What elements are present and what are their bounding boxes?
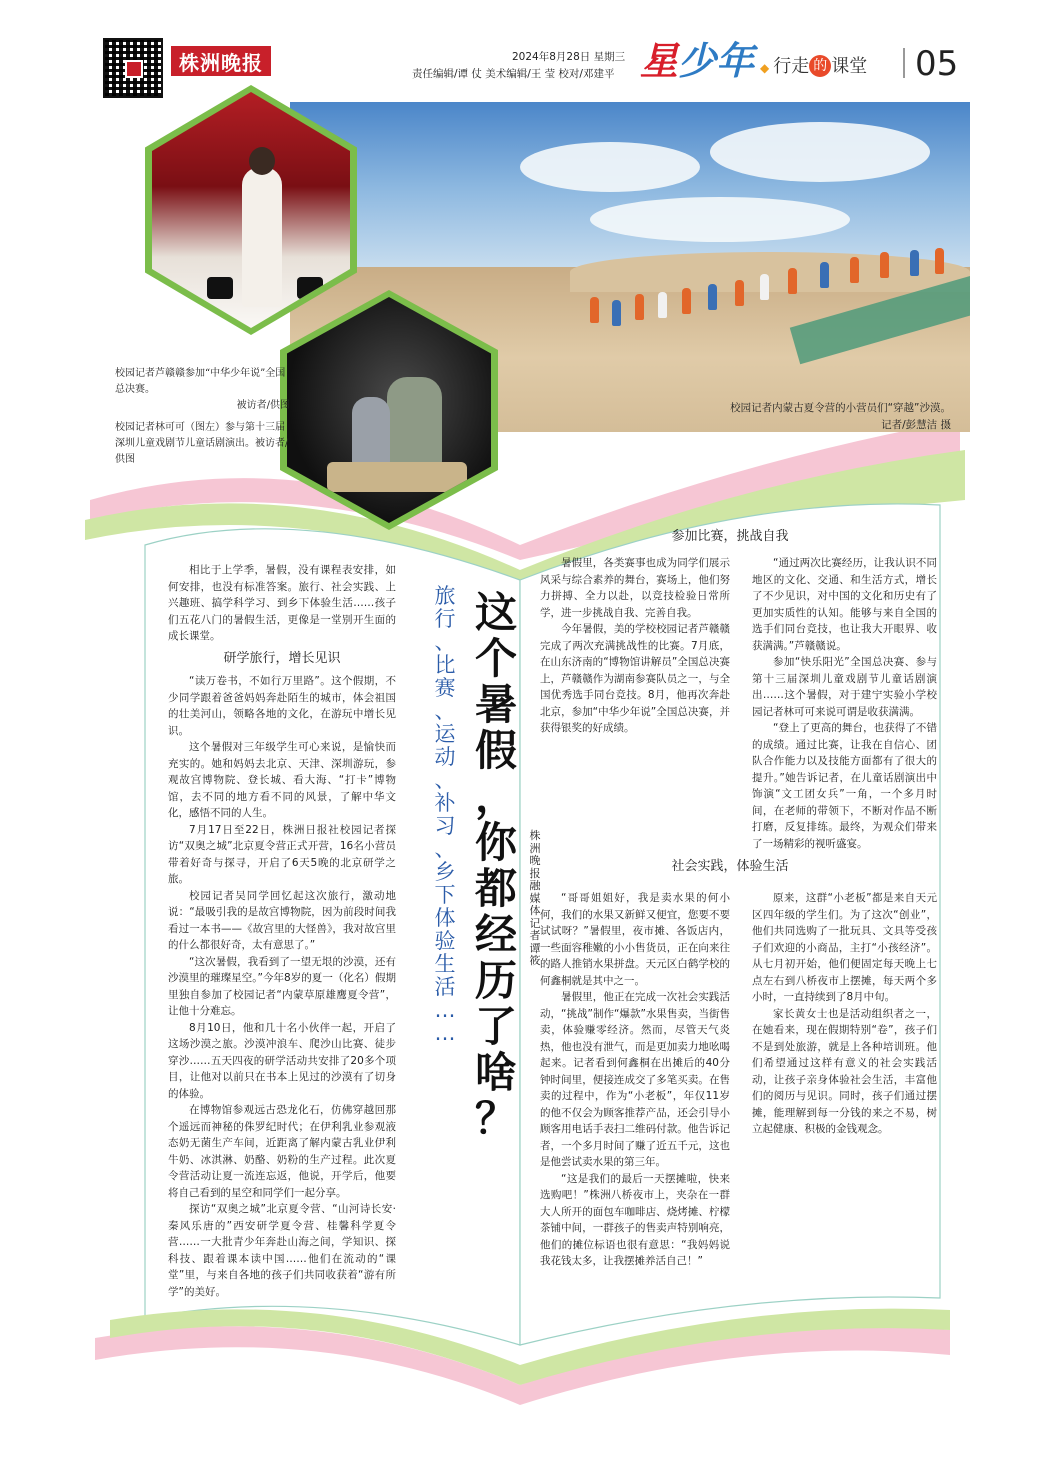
headline-char: 个 [474, 634, 517, 683]
photo-cloud [590, 197, 850, 242]
paragraph: 8月10日，他和几十名小伙伴一起，开启了这场沙漠之旅。沙漠冲浪车、爬沙山比赛、徒步穿沙……五天四夜的研学活动共安排了20多个项目，让他对以前只在书本上见过的沙漠有了切身的体验。 [168, 1021, 396, 1100]
paragraph: 家长黄女士也是活动组织者之一，在她看来，现在假期特别“卷”，孩子们不是到处旅游，就是上各种培训班。他们希望通过这样有意义的社会实践活动，让孩子亲身体验社会生活，丰富他们的阅历与见识。同时，孩子们通过摆摊，能理解到每一分钱的来之不易，树立起健康、积极的金钱观念。 [752, 1007, 937, 1135]
byline-char: 媒 [529, 891, 541, 905]
byline-char: 报 [529, 866, 541, 880]
byline-char: 株 [529, 829, 541, 842]
subtitle-char: 补 [434, 791, 456, 815]
speaker-head [249, 147, 275, 175]
speaker-figure [242, 167, 282, 307]
qr-center-mark [125, 60, 143, 78]
byline-char: 融 [529, 879, 541, 892]
section-title-a: 行走 [773, 56, 810, 77]
subtitle-char: 乡 [434, 860, 456, 884]
byline-char: 者 [529, 929, 541, 942]
paragraph: 这个暑假对三年级学生可心来说，是愉快而充实的。她和妈妈去北京、天津、深圳游玩，参观故宫博物院、登长城、看大海、“打卡”博物馆，去不同的地方看不同的风景，了解中华文化，感悟不同的人生。 [168, 741, 396, 819]
caption-hex1 [115, 366, 290, 414]
section-title [760, 52, 867, 78]
photo-child [820, 262, 829, 288]
diamond-icon: ◆ [760, 61, 770, 75]
paragraph: “读万卷书，不如行万里路”。这个假期，不少同学跟着爸爸妈妈奔赴陌生的城市，体会祖国的壮美河山，领略各地的文化，在游玩中增长见识。 [168, 675, 396, 737]
byline-char: 洲 [529, 841, 541, 855]
paragraph: 7月17日至22日，株洲日报社校园记者探访“双奥之城”北京夏令营正式开营，16名小营员带着好奇与探寻，开启了6天5晚的北京研学之旅。 [168, 823, 396, 885]
paragraph: “哥哥姐姐好，我是卖水果的何小何，我们的水果又新鲜又便宜，您要不要试试呀？”暑假里，夜市摊、各饭店内，一些面容稚嫩的小小售货员，正在向来往的路人推销水果拼盘。天元区白鹤学校的何鑫桐就是其中之一。 [540, 892, 730, 987]
subtitle [430, 585, 460, 1045]
section-heading: 社会实践，体验生活 [671, 859, 789, 874]
caption-hex1-text: 校园记者芦赣赣参加“中华少年说”全国总决赛。 [115, 368, 286, 395]
paragraph: “这次暑假，我看到了一望无垠的沙漠，还有沙漠里的璀璨星空。”今年8岁的夏一（化名）假期里独自参加了校园记者“内蒙草原雄鹰夏令营”，让他十分难忘。 [168, 955, 396, 1017]
byline-char: 记 [529, 916, 541, 930]
headline [466, 590, 526, 1142]
photo-child [590, 297, 599, 323]
photo-child [658, 292, 667, 318]
article-right-top-col1 [540, 555, 730, 737]
section-title-b: 的 [809, 55, 831, 77]
photo-child [735, 280, 744, 306]
article-right-bottom-col1 [540, 890, 730, 1270]
brand-part-1: 星 [640, 39, 679, 83]
subtitle-char: 旅 [434, 584, 456, 608]
photo-child [635, 294, 644, 320]
hexagon-photo-drama-image [287, 297, 491, 523]
photo-child [910, 250, 919, 276]
subtitle-char: 比 [434, 653, 456, 677]
caption-main-credit: 记者/彭慧洁 摄 [881, 419, 951, 431]
paragraph: 探访“双奥之城”北京夏令营、“山河诗长安·秦风乐唐的”西安研学夏令营、桂馨科学夏令营……一大批青少年奔赴山海之间，学知识、探科技、跟着课本读中国……他们在流动的“课堂”里，与来自各地的孩子们共同收获着“游有所学”的美好。 [168, 1203, 396, 1298]
paragraph: “这是我们的最后一天摆摊啦，快来选购吧！”株洲八桥夜市上，夹杂在一群大人所开的面包车咖啡店、烧烤摊、柠檬茶铺中间，一群孩子的售卖声特别响亮，他们的摊位标语也很有意思：“我妈妈说我花钱太多，让我摆摊养活自己！” [540, 1172, 730, 1267]
article-left-column [168, 562, 396, 1300]
article-right-top-col2 [752, 555, 937, 852]
qr-code[interactable] [103, 38, 163, 98]
stage-hay [327, 462, 467, 492]
paragraph: 参加“快乐阳光”全国总决赛、参与第十三届深圳儿童戏剧节儿童话剧演出……这个暑假，对于建宁实验小学校园记者林可可来说可谓是收获满满。 [752, 656, 937, 718]
photo-cloud [520, 142, 700, 192]
subtitle-char: 习 [434, 814, 456, 838]
subtitle-char: 动 [434, 745, 456, 769]
newspaper-logo: 株洲晚报 [171, 46, 271, 76]
headline-char: 你 [474, 818, 517, 867]
subtitle-char: 活 [434, 975, 456, 999]
subtitle-char: 体 [434, 906, 456, 930]
headline-char: 暑 [474, 680, 517, 729]
section-title-c: 课堂 [831, 56, 868, 77]
headline-char: 经 [474, 910, 517, 959]
actor-soldier [387, 377, 442, 467]
headline-char: ， [474, 772, 517, 821]
article-right-bottom-col2 [752, 890, 937, 1138]
headline-char: 了 [474, 1002, 517, 1051]
subtitle-char: 行 [434, 607, 456, 631]
byline-char: 体 [529, 904, 541, 917]
photo-child [880, 252, 889, 278]
subtitle-char: 、 [434, 837, 456, 861]
caption-main [730, 400, 951, 434]
subtitle-char: … [434, 1021, 456, 1045]
subtitle-char: 下 [434, 883, 456, 907]
byline-char: 晚 [529, 854, 541, 867]
headline-char: 假 [474, 726, 517, 775]
stage-light [207, 277, 233, 299]
headline-char: 啥 [474, 1048, 517, 1097]
issue-date: 2024年8月28日 星期三 [512, 51, 626, 63]
subtitle-char: 赛 [434, 676, 456, 700]
headline-char: 历 [474, 956, 517, 1005]
section-heading: 参加比赛，挑战自我 [671, 529, 789, 544]
photo-child [682, 288, 691, 314]
section-heading: 研学旅行，增长见识 [223, 650, 341, 666]
photo-child [935, 248, 944, 274]
photo-cloud [710, 122, 930, 182]
paragraph: 暑假里，各类赛事也成为同学们展示风采与综合素养的舞台，赛场上，他们努力拼搏、全力以赴，以竞技检验日常所学，进一步挑战自我、完善自我。 [540, 557, 730, 619]
paragraph: 校园记者吴同学回忆起这次旅行，激动地说：“最吸引我的是故宫博物院，因为前段时间我看过一本书——《故宫里的大怪兽》，我对故宫里的什么都很好奇，太有意思了。” [168, 889, 396, 951]
photo-child [760, 274, 769, 300]
photo-child [788, 268, 797, 294]
brand-title [640, 39, 755, 83]
hexagon-photo-speech-image [152, 92, 350, 328]
photo-child [708, 284, 717, 310]
page-number-value: 05 [915, 44, 959, 84]
caption-main-text: 校园记者内蒙古夏令营的小营员们“穿越”沙漠。 [730, 402, 951, 414]
byline-char: 筱 [529, 954, 541, 967]
photo-child [850, 257, 859, 283]
paragraph: 在博物馆参观远古恐龙化石，仿佛穿越回那个遥远而神秘的侏罗纪时代；在伊利乳业参观液态奶无菌生产车间，近距离了解内蒙古乳业伊利牛奶、冰淇淋、奶酪、奶粉的生产过程。此次夏令营活动让夏一流连忘返，他说，开学后，他要将自己看到的星空和同学们一起分享。 [168, 1104, 396, 1199]
paragraph: 原来，这群“小老板”都是来自天元区四年级的学生们。为了这次“创业”，他们共同选购了一批玩具、文具等受孩子们欢迎的小商品，主打“小孩经济”。从七月初开始，他们便固定每天晚上七点左右到八桥夜市上摆摊，每天两个多小时，一直持续到了8月中旬。 [752, 892, 937, 1003]
headline-char: 都 [474, 864, 517, 913]
caption-hex2: 校园记者林可可（图左）参与第十三届深圳儿童戏剧节儿童话剧演出。被访者/供图 [115, 422, 289, 465]
paragraph: “通过两次比赛经历，让我认识不同地区的文化、交通、和生活方式，增长了不少见识，对中国的文化和历史有了更加实质性的认知。能够与来自全国的选手们同台竞技，也让我大开眼界、收获满满。”芦赣赣说。 [752, 557, 937, 652]
subtitle-char: 、 [434, 630, 456, 654]
subtitle-char: 运 [434, 722, 456, 746]
actor-child [352, 397, 390, 467]
intro-paragraph: 相比于上学季，暑假，没有课程表安排，如何安排，也没有标准答案。旅行、社会实践、上兴趣班、搞学科学习、到乡下体验生活……孩子们五花八门的暑假生活，更像是一堂别开生面的成长课堂。 [168, 564, 396, 642]
paragraph: “登上了更高的舞台，也获得了不错的成绩。通过比赛，让我在自信心、团队合作能力以及技能方面都有了很大的提升。”她告诉记者，在儿童话剧演出中饰演“文工团女兵”一角，一个多月时间，在老师的带领下，不断对作品不断打磨，反复排练。最终，为观众们带来了一场精彩的视听盛宴。 [752, 722, 937, 850]
byline-char: 谭 [529, 941, 541, 955]
headline-char: 这 [474, 588, 517, 637]
headline-char: ？ [474, 1094, 517, 1143]
subtitle-char: 、 [434, 699, 456, 723]
subtitle-char: 、 [434, 768, 456, 792]
subtitle-char: … [434, 998, 456, 1022]
brand-part-2: 少年 [678, 39, 755, 83]
caption-hex1-credit: 被访者/供图 [236, 400, 290, 411]
page-number-divider [903, 48, 905, 78]
editor-credits: 责任编辑/谭 仗 美术编辑/王 莹 校对/邓建平 [412, 68, 615, 80]
photo-child [612, 300, 621, 326]
subtitle-char: 生 [434, 952, 456, 976]
paragraph: 今年暑假，美的学校校园记者芦赣赣完成了两次充满挑战性的比赛。7月底，在山东济南的“博物馆讲解员”全国总决赛上，芦赣赣作为湖南参赛队员之一，与全国优秀选手同台竞技。8月，他再次奔赴北京，参加“中华少年说”全国总决赛，并获得银奖的好成绩。 [540, 623, 730, 734]
paragraph: 暑假里，他正在完成一次社会实践活动，“挑战”制作“爆款”水果售卖，当街售卖，体验赚零经济。然而，尽管天气炎热，他也没有泄气，而是更加卖力地吆喝起来。记者看到何鑫桐在出摊后的40分钟时间里，便接连成交了多笔买卖。在售卖的过程中，作为“小老板”，年仅11岁的他不仅会为顾客推荐产品，还会引导小顾客用电话手表扫二维码付款。他告诉记者，一个多月时间了赚了近五千元，这也是他尝试卖水果的第三年。 [540, 991, 730, 1168]
page-number [903, 44, 958, 84]
subtitle-char: 验 [434, 929, 456, 953]
